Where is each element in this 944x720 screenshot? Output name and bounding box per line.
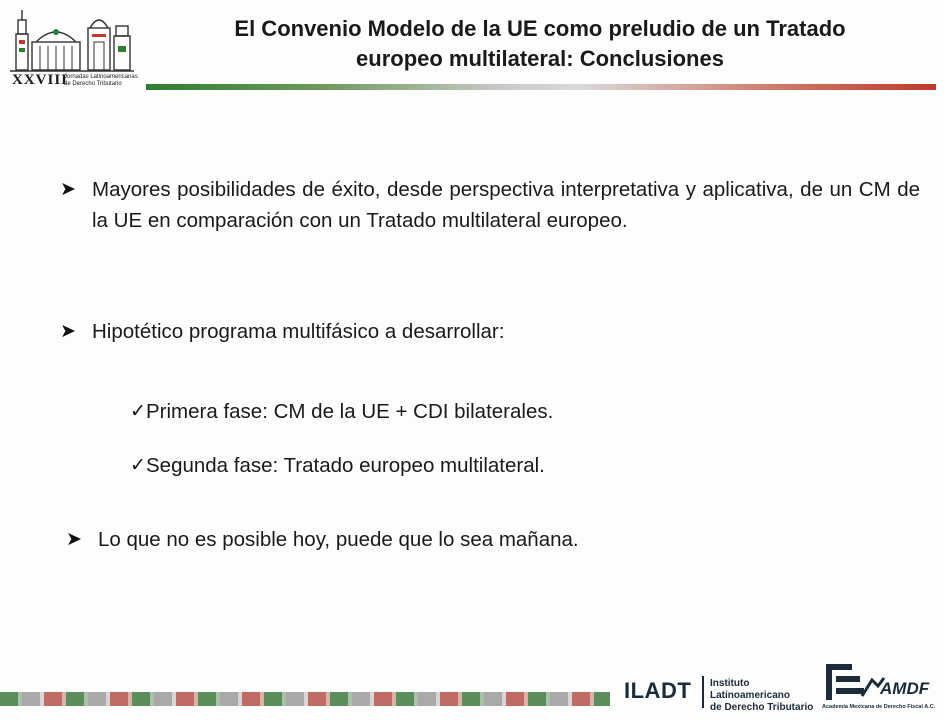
bullet-item (60, 316, 920, 347)
slide-title-line1: El Convenio Modelo de la UE como preludio de un Tratado (234, 16, 846, 41)
slide-title (150, 14, 930, 74)
bullet-text: Hipotético programa multifásico a desarrollar: (92, 320, 505, 343)
jornadas-logo-caption (12, 72, 140, 94)
title-divider (146, 84, 936, 90)
monument-skyline-icon (6, 6, 138, 76)
sub-bullet-text: Primera fase: CM de la UE + CDI bilaterales. (146, 400, 554, 423)
iladt-mark: ILADT (624, 678, 692, 703)
bullet-item (60, 174, 920, 236)
iladt-name (710, 678, 830, 714)
sub-bullet-text: Segunda fase: Tratado europeo multilateral. (146, 454, 545, 477)
amdf-mark: AMDF (880, 679, 930, 698)
checkmark-icon: ✓ (130, 401, 146, 422)
footer-color-bar (0, 692, 610, 706)
iladt-name-line1: Instituto Latinoamericano (710, 678, 791, 701)
checkmark-icon: ✓ (130, 455, 146, 476)
sub-bullet-item (130, 450, 545, 481)
amdf-name: Academia Mexicana de Derecho Fiscal A.C. (822, 704, 936, 710)
iladt-name-line2: de Derecho Tributario (710, 702, 814, 713)
arrow-bullet-icon: ➤ (66, 529, 82, 550)
jornadas-subtitle (64, 74, 144, 88)
jornadas-subtitle-line1: Jornadas Latinoamericanas (64, 74, 138, 80)
arrow-bullet-icon: ➤ (60, 179, 76, 200)
iladt-divider (702, 676, 704, 708)
jornadas-subtitle-line2: de Derecho Tributario (64, 81, 122, 87)
bullet-text: Lo que no es posible hoy, puede que lo sea mañana. (98, 528, 579, 551)
amdf-logo (822, 656, 938, 716)
arrow-bullet-icon: ➤ (60, 321, 76, 342)
slide-title-line2: europeo multilateral: Conclusiones (356, 46, 724, 71)
amdf-emblem-icon (822, 656, 938, 704)
bullet-text: Mayores posibilidades de éxito, desde perspectiva interpretativa y aplicativa, de un CM de la UE en comparación con un Tratado multilateral europeo. (92, 178, 920, 232)
edition-number: XXVIII (12, 72, 69, 88)
sub-bullet-item (130, 396, 553, 427)
bullet-item (66, 524, 920, 555)
